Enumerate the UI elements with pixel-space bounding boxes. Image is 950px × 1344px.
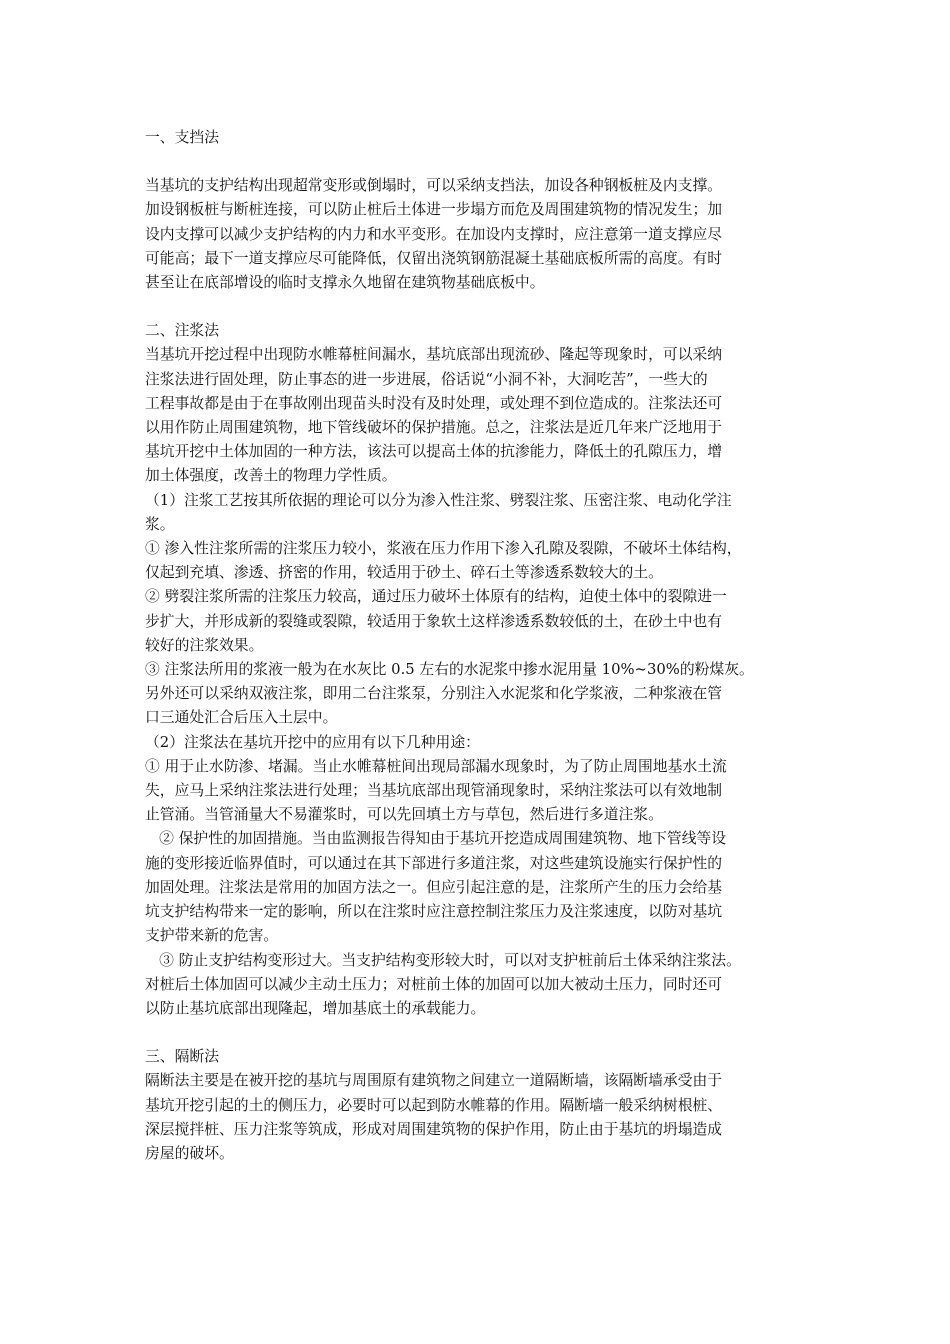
text-line: 对桩后土体加固可以减少主动土压力；对桩前土体的加固可以加大被动土压力，同时还可 (145, 975, 723, 993)
text-line: 基坑开挖引起的土的侧压力，必要时可以起到防水帷幕的作用。隔断墙一般采纳树根桩、 (145, 1096, 723, 1114)
text-line: 基坑开挖中土体加固的一种方法，该法可以提高土体的抗渗能力，降低土的孔隙压力，增 (145, 443, 723, 461)
text-line: 深层搅拌桩、压力注浆等筑成，形成对周围建筑物的保护作用，防止由于基坑的坍塌造成 (145, 1120, 723, 1138)
section-heading-support: 一、支挡法 (145, 129, 219, 146)
text-line: 施的变形接近临界值时，可以通过在其下部进行多道注浆，对这些建筑设施实行保护性的 (145, 854, 723, 872)
document-page (145, 126, 813, 1166)
text-line: 当基坑开挖过程中出现防水帷幕桩间漏水，基坑底部出现流砂、隆起等现象时，可以采纳 (145, 346, 723, 364)
section-heading-isolation: 三、隔断法 (145, 1048, 219, 1066)
text-line: （1）注浆工艺按其所依据的理论可以分为渗入性注浆、劈裂注浆、压密注浆、电动化学注 (145, 491, 732, 509)
text-line: ① 用于止水防渗、堵漏。当止水帷幕桩间出现局部漏水现象时，为了防止周围地基水土流 (145, 757, 727, 775)
text-line: ① 渗入性注浆所需的注浆压力较小，浆液在压力作用下渗入孔隙及裂隙，不破坏土体结构， (145, 540, 742, 558)
text-line: 失，应马上采纳注浆法进行处理；当基坑底部出现管涌现象时，采纳注浆法可以有效地制 (145, 782, 723, 800)
spacer (145, 295, 813, 319)
text-line: 以用作防止周围建筑物，地下管线破坏的保护措施。总之，注浆法是近几年来广泛地用于 (145, 419, 723, 437)
text-line: ③ 防止支护结构变形过大。当支护结构变形较大时，可以对支护桩前后土体采纳注浆法。 (145, 951, 741, 969)
section-heading-grouting: 二、注浆法 (145, 322, 219, 340)
text-line: ② 保护性的加固措施。当由监测报告得知由于基坑开挖造成周围建筑物、地下管线等设 (145, 830, 727, 848)
text-line: 加固处理。注浆法是常用的加固方法之一。但应引起注意的是，注浆所产生的压力会给基 (145, 878, 723, 896)
text-line: 另外还可以采纳双液注浆，即用二台注浆泵，分别注入水泥浆和化学浆液，二种浆液在管 (145, 685, 723, 703)
text-line: 甚至让在底部增设的临时支撑永久地留在建筑物基础底板中。 (145, 274, 545, 292)
text-line: 支护带来新的危害。 (145, 927, 279, 945)
text-line: ③ 注浆法所用的浆液一般为在水灰比 0.5 左右的水泥浆中掺水泥用量 10%~30%的粉煤灰。 (145, 661, 754, 679)
spacer (145, 150, 813, 174)
text-line: 当基坑的支护结构出现超常变形或倒塌时，可以采纳支挡法，加设各种钢板桩及内支撑。 (145, 177, 723, 195)
text-line: （2）注浆法在基坑开挖中的应用有以下几种用途： (145, 733, 480, 751)
text-line: 较好的注浆效果。 (145, 636, 264, 654)
text-line: 可能高；最下一道支撑应尽可能降低，仅留出浇筑钢筋混凝土基础底板所需的高度。有时 (145, 249, 723, 267)
text-line: 加设钢板桩与断桩连接，可以防止桩后土体进一步塌方而危及周围建筑物的情况发生；加 (145, 201, 723, 219)
text-line: 坑支护结构带来一定的影响，所以在注浆时应注意控制注浆压力及注浆速度，以防对基坑 (145, 903, 723, 921)
text-line: 步扩大，并形成新的裂缝或裂隙，较适用于象软土这样渗透系数较低的土，在砂土中也有 (145, 612, 723, 630)
text-line: 加土体强度，改善土的物理力学性质。 (145, 467, 397, 485)
text-line: 注浆法进行固处理，防止事态的进一步进展，俗话说“小洞不补，大洞吃苦”，一些大的 (145, 370, 708, 388)
paragraph-support (145, 174, 813, 295)
text-line: 止管涌。当管涌量大不易灌浆时，可以先回填土方与草包，然后进行多道注浆。 (145, 806, 663, 824)
text-line: 仅起到充填、渗透、挤密的作用，较适用于砂土、碎石土等渗透系数较大的土。 (145, 564, 663, 582)
paragraph-isolation (145, 1069, 813, 1166)
text-line: 以防止基坑底部出现隆起，增加基底土的承载能力。 (145, 999, 486, 1017)
text-line: 口三通处汇合后压入土层中。 (145, 709, 338, 727)
paragraph-grouting (145, 343, 813, 1021)
text-line: 工程事故都是由于在事故刚出现苗头时没有及时处理，或处理不到位造成的。注浆法还可 (145, 394, 723, 412)
spacer (145, 1021, 813, 1045)
text-line: 房屋的破坏。 (145, 1144, 234, 1162)
text-line: 浆。 (145, 515, 175, 533)
text-line: 设内支撑可以减少支护结构的内力和水平变形。在加设内支撑时，应注意第一道支撑应尽 (145, 225, 723, 243)
text-line: ② 劈裂注浆所需的注浆压力较高，通过压力破坏土体原有的结构，迫使土体中的裂隙进一 (145, 588, 727, 606)
text-line: 隔断法主要是在被开挖的基坑与周围原有建筑物之间建立一道隔断墙，该隔断墙承受由于 (145, 1072, 723, 1090)
